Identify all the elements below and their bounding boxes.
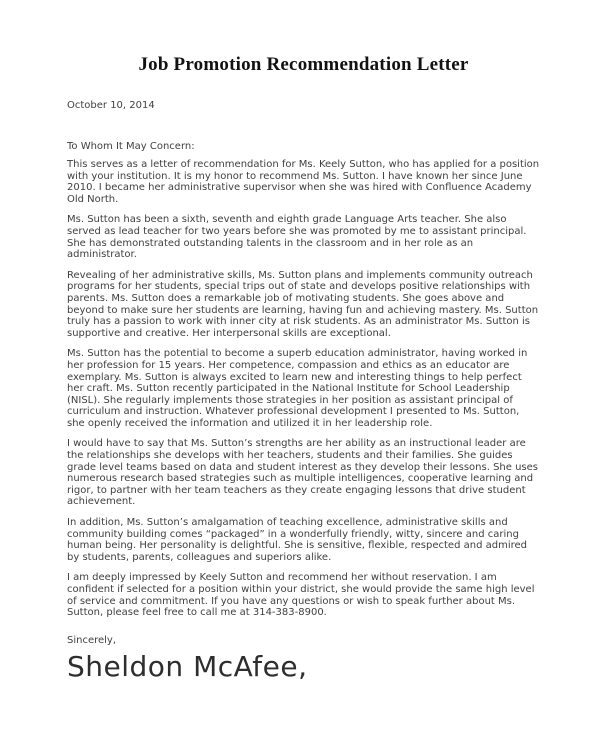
letter-paragraph-potential: Ms. Sutton has the potential to become a superb education administrator, having worked in her profession for 15 years. Her competence, compassion and ethics as an educator are exemplary. Ms. Sutton is always excited to learn new and interesting things to help perfect her craft. Ms. Sutton recently participated in the National Institute for School Leadership (NISL). She regularly implements those strategies in her position as assistant principal of curriculum and instruction. Whatever professional development I presented to Ms. Sutton, she openly received the information and utilized it in her leadership role. [67, 348, 528, 429]
letter-title: Job Promotion Recommendation Letter [138, 54, 469, 75]
letter-paragraph-experience: Ms. Sutton has been a sixth, seventh and eighth grade Language Arts teacher. She also served as lead teacher for two years before she was promoted by me to assistant principal. She has demonstrated outstanding talents in the classroom and in her role as an administrator. [67, 214, 527, 261]
signature-name: Sheldon McAfee, [67, 649, 308, 683]
letter-paragraph-strengths: I would have to say that Ms. Sutton’s strengths are her ability as an instructional leader are the relationships she develops with her teachers, students and their families. She guides grade level teams based on data and student interest as they develop their lessons. She uses numerous research based strategies such as multiple intelligences, cooperative learning and rigor, to partner with her team teachers as they create engaging lessons that drive student achievement. [67, 438, 538, 508]
letter-salutation: To Whom It May Concern: [67, 141, 195, 152]
letter-paragraph-admin-skills: Revealing of her administrative skills, Ms. Sutton plans and implements community outreach programs for her students, special trips out of state and develops positive relationships with parents. Ms. Sutton does a remarkable job of motivating students. She goes above and beyond to make sure her students are learning, having fun and achieving mastery. Ms. Sutton truly has a passion to work with inner city at risk students. As an administrator Ms. Sutton is supportive and creative. Her interpersonal skills are exceptional. [67, 269, 539, 339]
letter-date: October 10, 2014 [67, 100, 155, 111]
letter-body [67, 159, 540, 619]
letter-paragraph-personality: In addition, Ms. Sutton’s amalgamation of teaching excellence, administrative skills and community building comes “packaged” in a wonderfully friendly, witty, sincere and caring human being. Her personality is delightful. She is sensitive, flexible, respected and admired by students, parents, colleagues and superiors alike. [67, 517, 527, 563]
letter-closing: Sincerely, [67, 634, 117, 646]
letter-paragraph-intro: This serves as a letter of recommendation for Ms. Keely Sutton, who has applied for a position with your institution. It is my honor to recommend Ms. Sutton. I have known her since June 2010. I became her administrative supervisor when she was hired with Confluence Academy Old North. [67, 159, 540, 205]
letter-paragraph-recommendation: I am deeply impressed by Keely Sutton and recommend her without reservation. I am confident if selected for a position within your district, she would provide the same high level of service and commitment. If you have any questions or wish to speak further about Ms. Sutton, please feel free to call me at 314-383-8900. [67, 572, 535, 619]
